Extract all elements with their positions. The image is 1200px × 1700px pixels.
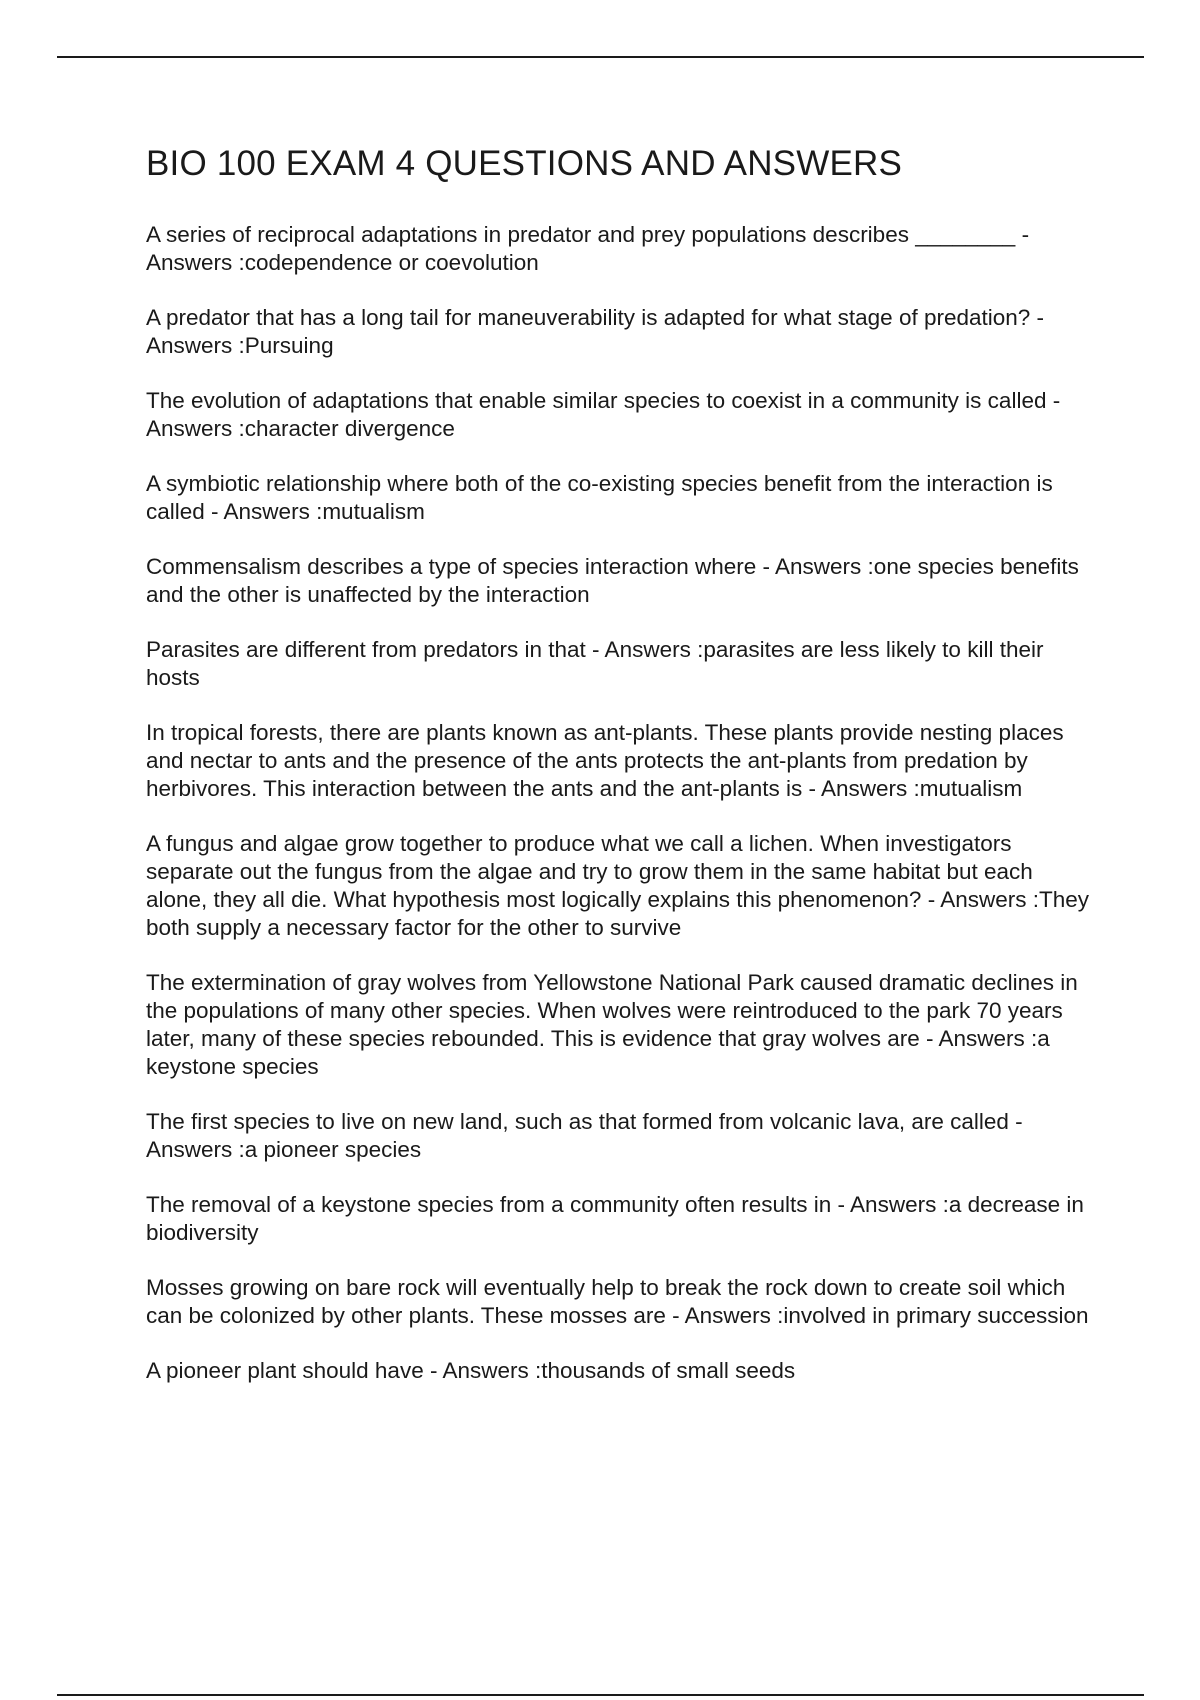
qa-item: Mosses growing on bare rock will eventually help to break the rock down to create soil which can be colonized by other plants. These mosses are - Answers :involved in primary succession xyxy=(146,1275,1089,1328)
qa-item: A fungus and algae grow together to produce what we call a lichen. When investigators separate out the fungus from the algae and try to grow them in the same habitat but each alone, they all die. What hypothesis most logically explains this phenomenon? - Answers :They both supply a necessary factor for the other to survive xyxy=(146,831,1090,940)
qa-item: The removal of a keystone species from a community often results in - Answers :a decrease in biodiversity xyxy=(146,1192,1084,1245)
qa-item: Parasites are different from predators in that - Answers :parasites are less likely to kill their hosts xyxy=(146,637,1044,690)
qa-item: The first species to live on new land, such as that formed from volcanic lava, are called - Answers :a pioneer species xyxy=(146,1109,1023,1162)
document-title: BIO 100 EXAM 4 QUESTIONS AND ANSWERS xyxy=(146,144,903,183)
qa-item: In tropical forests, there are plants known as ant-plants. These plants provide nesting places and nectar to ants and the presence of the ants protects the ant-plants from predation by herbivores. This interaction between the ants and the ant-plants is - Answers :mutualism xyxy=(146,720,1064,801)
qa-item: A pioneer plant should have - Answers :thousands of small seeds xyxy=(146,1358,796,1383)
qa-item: A predator that has a long tail for maneuverability is adapted for what stage of predation? - Answers :Pursuing xyxy=(146,305,1045,358)
top-rule xyxy=(57,56,1144,58)
qa-item: A symbiotic relationship where both of the co-existing species benefit from the interaction is called - Answers :mutualism xyxy=(146,471,1053,524)
qa-item: A series of reciprocal adaptations in predator and prey populations describes ________ - Answers :codependence or coevolution xyxy=(146,222,1030,275)
qa-item: Commensalism describes a type of species interaction where - Answers :one species benefits and the other is unaffected by the interaction xyxy=(146,554,1079,607)
qa-item: The extermination of gray wolves from Yellowstone National Park caused dramatic declines in the populations of many other species. When wolves were reintroduced to the park 70 years later, many of these species rebounded. This is evidence that gray wolves are - Answers :a keystone species xyxy=(146,970,1078,1079)
bottom-rule xyxy=(57,1694,1144,1696)
document-body xyxy=(146,140,1096,1412)
qa-item: The evolution of adaptations that enable similar species to coexist in a community is called - Answers :character divergence xyxy=(146,388,1061,441)
